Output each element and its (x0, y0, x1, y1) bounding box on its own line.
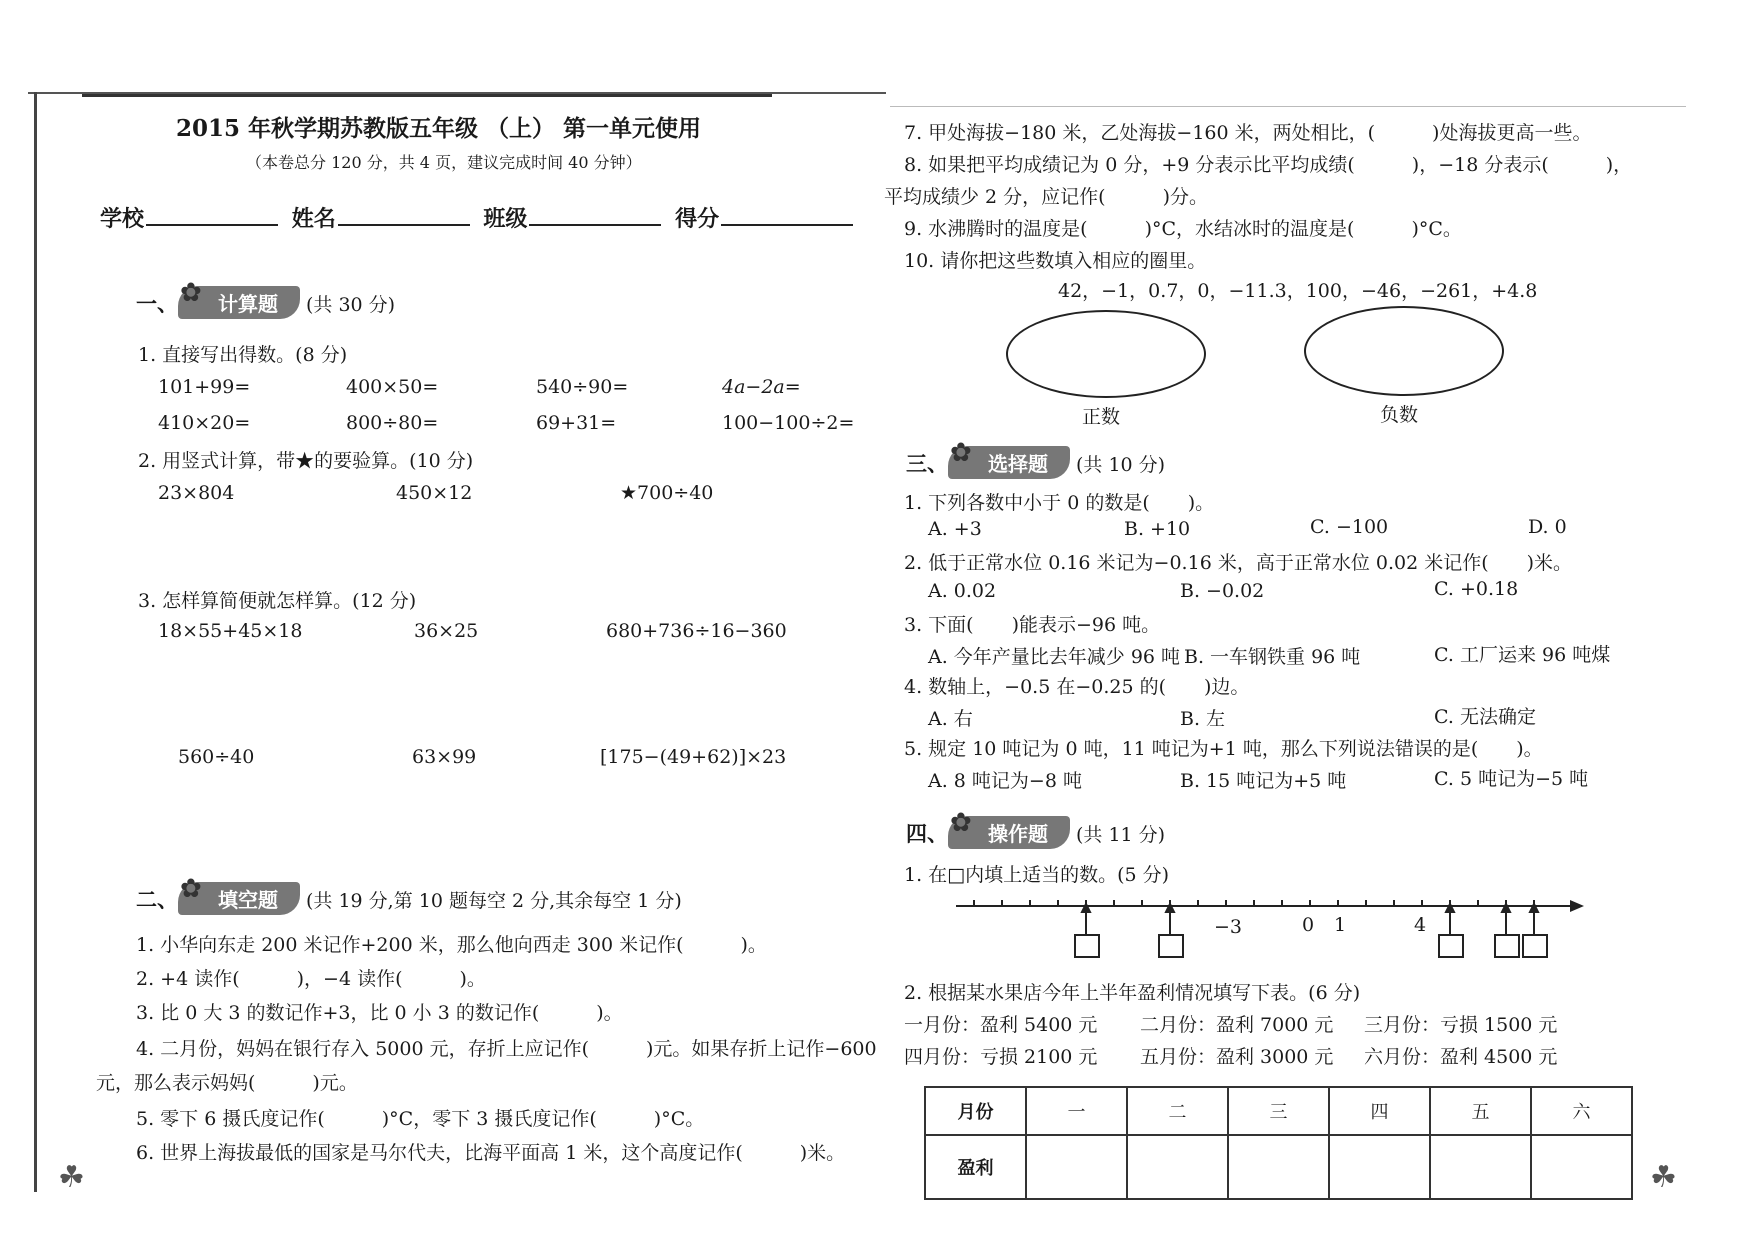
answer-box[interactable] (1522, 934, 1548, 958)
axis-label: 0 (1302, 914, 1315, 936)
month-info: 二月份：盈利 7000 元 (1140, 1014, 1334, 1036)
operation-question: 2. 根据某水果店今年上半年盈利情况填写下表。(6 分) (904, 982, 1361, 1004)
calc-item: 400×50= (346, 376, 439, 398)
choice-option[interactable]: C. 工厂运来 96 吨煤 (1434, 644, 1611, 666)
answer-box[interactable] (1438, 934, 1464, 958)
table-row-label: 盈利 (925, 1135, 1026, 1199)
axis-label: 1 (1334, 914, 1347, 936)
calc-item: 4a−2a= (722, 376, 801, 398)
calc-item: ★700÷40 (620, 482, 714, 504)
choice-option[interactable]: A. 今年产量比去年减少 96 吨 (928, 646, 1181, 668)
fill-question: 元，那么表示妈妈( )元。 (96, 1072, 358, 1094)
section-3-name: 选择题 (988, 452, 1048, 476)
fill-question: 6. 世界上海拔最低的国家是马尔代夫，比海平面高 1 米，这个高度记作( )米。 (136, 1142, 846, 1164)
calc-item: 101+99= (158, 376, 251, 398)
q1-3-title: 3. 怎样算简便就怎样算。(12 分) (138, 590, 417, 612)
calc-item: 63×99 (412, 746, 477, 768)
section-3-points: (共 10 分) (1076, 454, 1166, 476)
section-1-heading (136, 278, 396, 319)
choice-question: 4. 数轴上，−0.5 在−0.25 的( )边。 (904, 676, 1250, 698)
negative-label: 负数 (1380, 404, 1419, 426)
choice-option[interactable]: B. 左 (1180, 708, 1226, 730)
section-2-badge (178, 874, 300, 915)
choice-option[interactable]: B. 一车钢铁重 96 吨 (1184, 646, 1361, 668)
fill-question: 10. 请你把这些数填入相应的圈里。 (904, 250, 1207, 272)
calc-item: 560÷40 (178, 746, 255, 768)
section-2-heading (136, 874, 682, 915)
month-info: 一月份：盈利 5400 元 (904, 1014, 1098, 1036)
choice-question: 3. 下面( )能表示−96 吨。 (904, 614, 1161, 636)
calc-item: 36×25 (414, 620, 479, 642)
table-row (925, 1135, 1632, 1199)
positive-oval[interactable] (1006, 310, 1206, 398)
scan-border-top-right (890, 106, 1686, 107)
calc-item: 69+31= (536, 412, 617, 434)
table-header-cell: 二 (1127, 1087, 1228, 1135)
axis-label: 4 (1414, 914, 1427, 936)
section-4-badge (948, 808, 1070, 849)
table-header-cell: 三 (1228, 1087, 1329, 1135)
table-answer-cell[interactable] (1026, 1135, 1127, 1199)
cartoon-icon: ✿ (180, 874, 202, 904)
q1-2-title: 2. 用竖式计算，带★的要验算。(10 分) (138, 450, 474, 472)
choice-option[interactable]: C. +0.18 (1434, 578, 1519, 600)
profit-table (924, 1086, 1633, 1200)
choice-option[interactable]: B. 15 吨记为+5 吨 (1180, 770, 1347, 792)
fill-question: 1. 小华向东走 200 米记作+200 米，那么他向西走 300 米记作( )。 (136, 934, 767, 956)
section-3-badge (948, 438, 1070, 479)
section-1-points: (共 30 分) (306, 294, 396, 316)
choice-option[interactable]: C. −100 (1310, 516, 1389, 538)
choice-question: 2. 低于正常水位 0.16 米记为−0.16 米，高于正常水位 0.02 米记作( )米。 (904, 552, 1573, 574)
choice-question: 5. 规定 10 吨记为 0 吨，11 吨记为+1 吨，那么下列说法错误的是( )。 (904, 738, 1543, 760)
scan-border-thick (82, 94, 772, 97)
fill-question: 平均成绩少 2 分，应记作( )分。 (884, 186, 1208, 208)
table-header-cell: 一 (1026, 1087, 1127, 1135)
choice-option[interactable]: C. 5 吨记为−5 吨 (1434, 768, 1589, 790)
class-blank[interactable] (529, 204, 661, 226)
cartoon-corner-icon: ☘ (58, 1160, 85, 1195)
table-answer-cell[interactable] (1430, 1135, 1531, 1199)
field-score-label: 得分 (675, 206, 720, 232)
fill-question: 8. 如果把平均成绩记为 0 分，+9 分表示比平均成绩( )，−18 分表示( )， (904, 154, 1633, 176)
section-4-name: 操作题 (988, 822, 1048, 846)
answer-box[interactable] (1158, 934, 1184, 958)
month-info: 四月份：亏损 2100 元 (904, 1046, 1098, 1068)
fill-question: 7. 甲处海拔−180 米，乙处海拔−160 米，两处相比，( )处海拔更高一些。 (904, 122, 1592, 144)
axis-label: −3 (1214, 916, 1243, 938)
section-3-heading (906, 438, 1166, 479)
cartoon-icon: ✿ (180, 278, 202, 308)
section-1-number: 一、 (136, 291, 178, 316)
cartoon-corner-icon: ☘ (1650, 1160, 1677, 1195)
month-info: 六月份：盈利 4500 元 (1364, 1046, 1558, 1068)
table-header-cell: 月份 (925, 1087, 1026, 1135)
table-answer-cell[interactable] (1531, 1135, 1632, 1199)
calc-item: 18×55+45×18 (158, 620, 303, 642)
choice-option[interactable]: A. +3 (928, 518, 982, 540)
calc-item: 410×20= (158, 412, 251, 434)
field-school-label: 学校 (100, 206, 145, 232)
section-4-number: 四、 (906, 821, 948, 846)
table-header-cell: 五 (1430, 1087, 1531, 1135)
score-blank[interactable] (721, 204, 853, 226)
section-2-points: (共 19 分,第 10 题每空 2 分,其余每空 1 分) (306, 890, 682, 912)
calc-item: 450×12 (396, 482, 473, 504)
q1-1-title: 1. 直接写出得数。(8 分) (138, 344, 348, 366)
page-subtitle: （本卷总分 120 分，共 4 页，建议完成时间 40 分钟） (246, 153, 642, 172)
fill-question: 9. 水沸腾时的温度是( )°C，水结冰时的温度是( )°C。 (904, 218, 1462, 240)
choice-option[interactable]: B. −0.02 (1180, 580, 1265, 602)
month-info: 三月份：亏损 1500 元 (1364, 1014, 1558, 1036)
section-2-number: 二、 (136, 887, 178, 912)
table-header-cell: 四 (1329, 1087, 1430, 1135)
choice-question: 1. 下列各数中小于 0 的数是( )。 (904, 492, 1215, 514)
fill-question: 4. 二月份，妈妈在银行存入 5000 元，存折上应记作( )元。如果存折上记作−600 (136, 1038, 877, 1060)
section-1-badge (178, 278, 300, 319)
table-row (925, 1087, 1632, 1135)
cartoon-icon: ✿ (950, 438, 972, 468)
month-info: 五月份：盈利 3000 元 (1140, 1046, 1334, 1068)
number-list: 42，−1，0.7，0，−11.3，100，−46，−261，+4.8 (1058, 280, 1538, 302)
scan-border-left (34, 92, 37, 1192)
school-blank[interactable] (146, 204, 278, 226)
calc-item: 800÷80= (346, 412, 439, 434)
section-4-points: (共 11 分) (1076, 824, 1166, 846)
table-answer-cell[interactable] (1329, 1135, 1430, 1199)
calc-item: [175−(49+62)]×23 (600, 746, 787, 768)
table-header-cell: 六 (1531, 1087, 1632, 1135)
operation-question: 1. 在□内填上适当的数。(5 分) (904, 864, 1170, 886)
negative-oval[interactable] (1304, 306, 1504, 396)
section-2-name: 填空题 (218, 888, 278, 912)
answer-box[interactable] (1494, 934, 1520, 958)
section-3-number: 三、 (906, 451, 948, 476)
choice-option[interactable]: A. 0.02 (928, 580, 997, 602)
answer-box[interactable] (1074, 934, 1100, 958)
field-class-label: 班级 (483, 206, 528, 232)
student-info-row (100, 202, 859, 233)
cartoon-icon: ✿ (950, 808, 972, 838)
fill-question: 2. +4 读作( )，−4 读作( )。 (136, 968, 486, 990)
table-answer-cell[interactable] (1228, 1135, 1329, 1199)
choice-option[interactable]: D. 0 (1528, 516, 1567, 538)
choice-option[interactable]: B. +10 (1124, 518, 1191, 540)
calc-item: 100−100÷2= (722, 412, 855, 434)
fill-question: 3. 比 0 大 3 的数记作+3，比 0 小 3 的数记作( )。 (136, 1002, 623, 1024)
choice-option[interactable]: A. 8 吨记为−8 吨 (928, 770, 1082, 792)
section-4-heading (906, 808, 1166, 849)
field-name-label: 姓名 (291, 206, 336, 232)
choice-option[interactable]: A. 右 (928, 708, 973, 730)
table-answer-cell[interactable] (1127, 1135, 1228, 1199)
section-1-name: 计算题 (218, 292, 278, 316)
calc-item: 540÷90= (536, 376, 629, 398)
calc-item: 680+736÷16−360 (606, 620, 787, 642)
choice-option[interactable]: C. 无法确定 (1434, 706, 1536, 728)
positive-label: 正数 (1082, 406, 1121, 428)
page-title: 2015 年秋学期苏教版五年级 （上） 第一单元使用 (176, 115, 702, 142)
fill-question: 5. 零下 6 摄氏度记作( )°C，零下 3 摄氏度记作( )°C。 (136, 1108, 705, 1130)
calc-item: 23×804 (158, 482, 235, 504)
name-blank[interactable] (338, 204, 470, 226)
